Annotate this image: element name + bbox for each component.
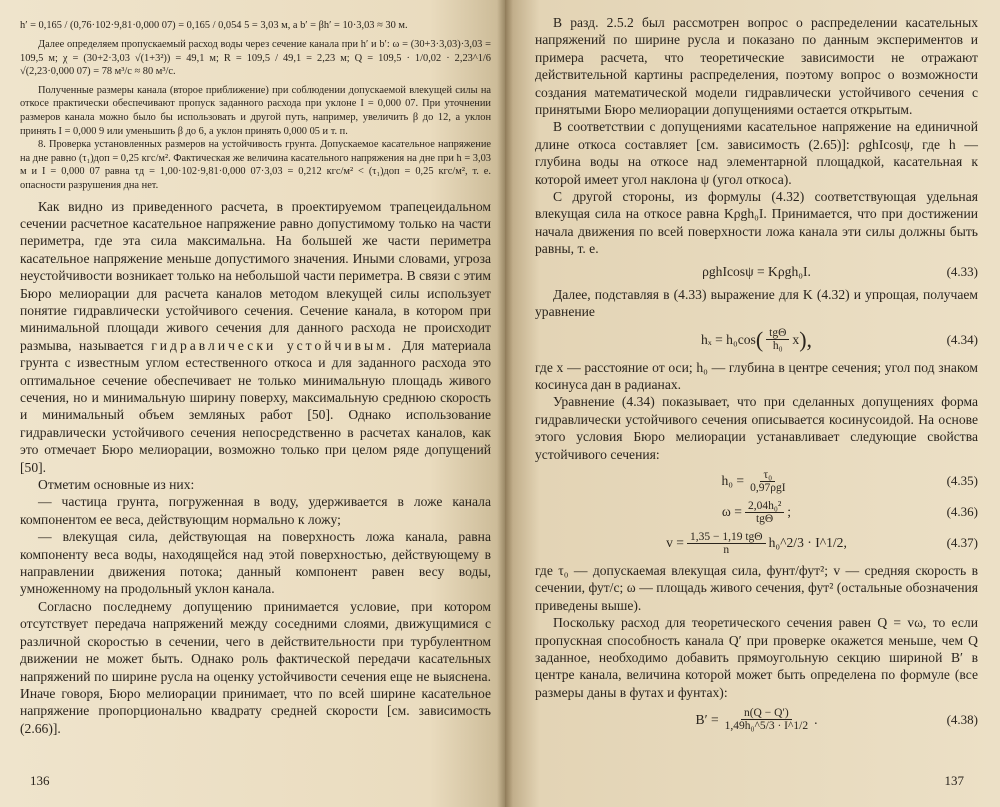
equation-number: (4.33) [946, 263, 978, 279]
equation-number: (4.34) [946, 331, 978, 347]
equation-4-38 [535, 707, 978, 732]
paragraph-slope-shear: В соответствии с допущениями касательное напряжение на единичной длине откоса составляет [см. зависимость (2.65)]: ρghIcosψ, где h — глубина воды на откосе над элементарной площадкой, касательная к которой имеет угол наклона ψ (угол откоса). [535, 119, 978, 187]
equation-fraction [766, 327, 789, 352]
fraction-denominator: 0,97ρgI [750, 481, 786, 494]
equation-number: (4.35) [946, 473, 978, 489]
right-page [505, 0, 1000, 807]
page-number-left: 136 [30, 773, 50, 788]
fraction-denominator: h₀ [772, 340, 783, 352]
fraction-numerator: 1,35 − 1,19 tgΘ [687, 531, 766, 544]
equation-4-34: hₓ = h₀cos ( $\frac{\text{tgΘ}}{\text{h₀}}$ x ), (4.34) [700, 326, 978, 352]
paragraph-rectangular-section: Поскольку расход для теоретического сечения равен Q = vω, то если пропускная способность канала Q′ при проверке окажется меньше, чем Q заданное, необходимо добавить прямоугольную секцию шириной B′ в центре канала, величина которой может быть определена по формуле (все размеры даны в футах и фунтах): [535, 615, 978, 700]
fraction-denominator: n [723, 543, 730, 556]
assumption-item-1: — частица грунта, погруженная в воду, удерживается в ложе канала компонентом ее веса, действующим нормально к ложу; [20, 494, 491, 527]
fraction-numerator: 2,04h₀² [745, 500, 784, 513]
equation-lhs: ω = [721, 504, 742, 520]
paragraph-where-x: где x — расстояние от оси; h₀ — глубина в центре сечения; угол под знаком косинуса дан в радианах. [535, 359, 978, 392]
paragraph-hydraulically-stable-section [20, 198, 491, 477]
equation-4-35 [535, 469, 978, 494]
equation-number: (4.37) [946, 535, 978, 551]
paragraph-last-assumption: Согласно последнему допущению принимается условие, при котором отсутствует передача напряжений между соседними слоями, движущимися с различной скоростью в сечении, чего в действительности при турбулентном движении не может быть. Однако роль фактической передачи касательных напряжений по ширине русла на оценку устойчивости сечения еще не выяснена. Иначе говоря, Бюро мелиорации принимает, что по всей ширине касательное напряжение пропорционально квадрату средней скорости [см. зависимость (2.66)]. [20, 598, 491, 736]
text-part-2: Для материала грунта с известным углом естественного откоса и для заданного расхода это оптимальное сечение обеспечивает не только минимальную площадь живого сечения, но и минимальную ширину поверху, максимальную среднюю скорость и минимальный объем земляных работ [50]. Однако использование гидравлически устойчивого сечения непосредственно в расчетах каналов, как это отмечает Бюро мелиорации, возможно только при целом ряде допущений [50]. [20, 337, 491, 475]
paragraph-substitution: Далее, подставляя в (4.33) выражение для K (4.32) и упрощая, получаем уравнение [535, 286, 978, 320]
equation-fraction [722, 707, 811, 732]
equation-4-33 [535, 264, 978, 280]
assumption-item-2: — влекущая сила, действующая на поверхность ложа канала, равна компоненту веса воды, находящейся над этой поверхностью, действующему в направлении движения потока; данный компонент равен весу воды, умноженному на продольный уклон канала. [20, 529, 491, 597]
equation-fraction [687, 531, 766, 556]
page-number-right: 137 [944, 773, 964, 788]
text-emphasis: гидравлически устойчивым. [151, 337, 395, 353]
equation-fraction [747, 469, 788, 494]
equation-number: (4.38) [946, 711, 978, 727]
equation-4-37 [535, 531, 978, 556]
paragraph-soil-stability-check: 8. Проверка установленных размеров на устойчивость грунта. Допускаемое касательное напряжение на дне равно (τ₁)доп = 0,25 кгс/м². Фактическая же величина касательного напряжения на дне при h = 3,03 м и I = 0,000 07 равна τд = 1,00·102·9,81·0,000 07·3,03 = 0,212 кгс/м² < (τ₁)доп = 0,25 кгс/м², т. е. опасности разрушения дна нет. [20, 139, 491, 191]
paragraph-tractive-force: С другой стороны, из формулы (4.32) соответствующая удельная влекущая сила на откосе равна Kρgh₀I. Принимается, что при достижении начала движения по всей поверхности ложа канала эти силы должны быть равны, т. е. [535, 189, 978, 257]
fraction-numerator: tgΘ [766, 327, 789, 340]
paragraph-second-approximation: Полученные размеры канала (второе приближение) при соблюдении допускаемой влекущей силы на откосе практически обеспечивают пропуск заданного расхода при уклоне I = 0,000 07. При уточнении размеров канала можно было бы использовать и другой путь, например, увеличить β до 12, а уклон принять I = 0,000 9 или уменьшить β до 6, а уклон принять 0,000 05 и т. п. [20, 84, 491, 137]
equation-lhs: hₓ = h₀cos [700, 331, 756, 347]
equation-tail: h₀^2/3 · I^1/2, [768, 535, 847, 551]
equation-tail: x [792, 331, 800, 347]
equation-tail: . [814, 711, 818, 727]
equation-lhs: v = [666, 535, 684, 551]
fraction-denominator: 1,49h₀^5/3 · I^1/2 [724, 720, 809, 733]
equation-body: ρghIcosψ = Kρgh₀I. [702, 263, 811, 279]
paragraph-cosine-shape: Уравнение (4.34) показывает, что при сделанных допущениях форма гидравлически устойчивого сечения описывается косинусоидой. На основе этого условия Бюро мелиорации устанавливает следующие свойства устойчивого сечения: [535, 394, 978, 462]
paragraph-where-tau: где τ₀ — допускаемая влекущая сила, фунт/фут²; v — средняя скорость в сечении, фут/с; ω — площадь живого сечения, фут² (остальные обозначения приведены выше). [535, 562, 978, 613]
equation-lhs: B′ = [695, 711, 719, 727]
formula-h-prime: h′ = 0,165 / (0,76·102·9,81·0,000 07) = 0,165 / 0,054 5 = 3,03 м, а b′ = βh′ = 10·3,03 ≈ 30 м. [20, 20, 408, 31]
paragraph-discharge-check: Далее определяем пропускаемый расход воды через сечение канала при h′ и b′: ω = (30+3·3,03)·3,03 = 109,5 м; χ = (30+2·3,03 √(1+3²)) = 49,1 м; R = 109,5 / 49,1 = 2,23 м; Q = 109,5 · 1/0,02 · 2,23^1/6 √(2,23·0,000 07) = 78 м³/с ≈ 80 м³/с. [20, 39, 491, 78]
fraction-numerator: n(Q − Q′) [741, 707, 792, 720]
equation-4-36 [535, 500, 978, 525]
equation-fraction [745, 500, 784, 525]
text-part-1: Как видно из приведенного расчета, в проектируемом трапецеидальном сечении расчетное касательное напряжение равно допустимому только на части периметра, где эта сила максимальна. На большей же части периметра касательное напряжение меньше допустимого значения. Иными словами, угроза неустойчивости возникает только на небольшой части периметра. В связи с этим Бюро мелиорации для расчета каналов методом влекущей силы использует понятие гидравлически устойчивого сечения. Сечение канала, в котором при минимальной площади живого сечения для данного расхода не происходит размыва, называется [20, 198, 491, 353]
paragraph-shear-distribution: В разд. 2.5.2 был рассмотрен вопрос о распределении касательных напряжений по ширине русла и показано по данным экспериментов и примера расчета, что теоретические зависимости не отражают действительной картины распределения, поэтому вопрос о возможности создания математической модели гидравлически устойчивого сечения с принятыми Бюро мелиорации допущениями остается открытым. [535, 15, 978, 118]
equation-tail: ; [787, 504, 792, 520]
fraction-denominator: tgΘ [755, 512, 774, 525]
equation-number: (4.36) [946, 504, 978, 520]
fraction-numerator: τ₀ [760, 469, 775, 482]
paragraph-assumptions-intro: Отметим основные из них: [38, 477, 195, 493]
equation-lhs: h₀ = [721, 473, 745, 489]
